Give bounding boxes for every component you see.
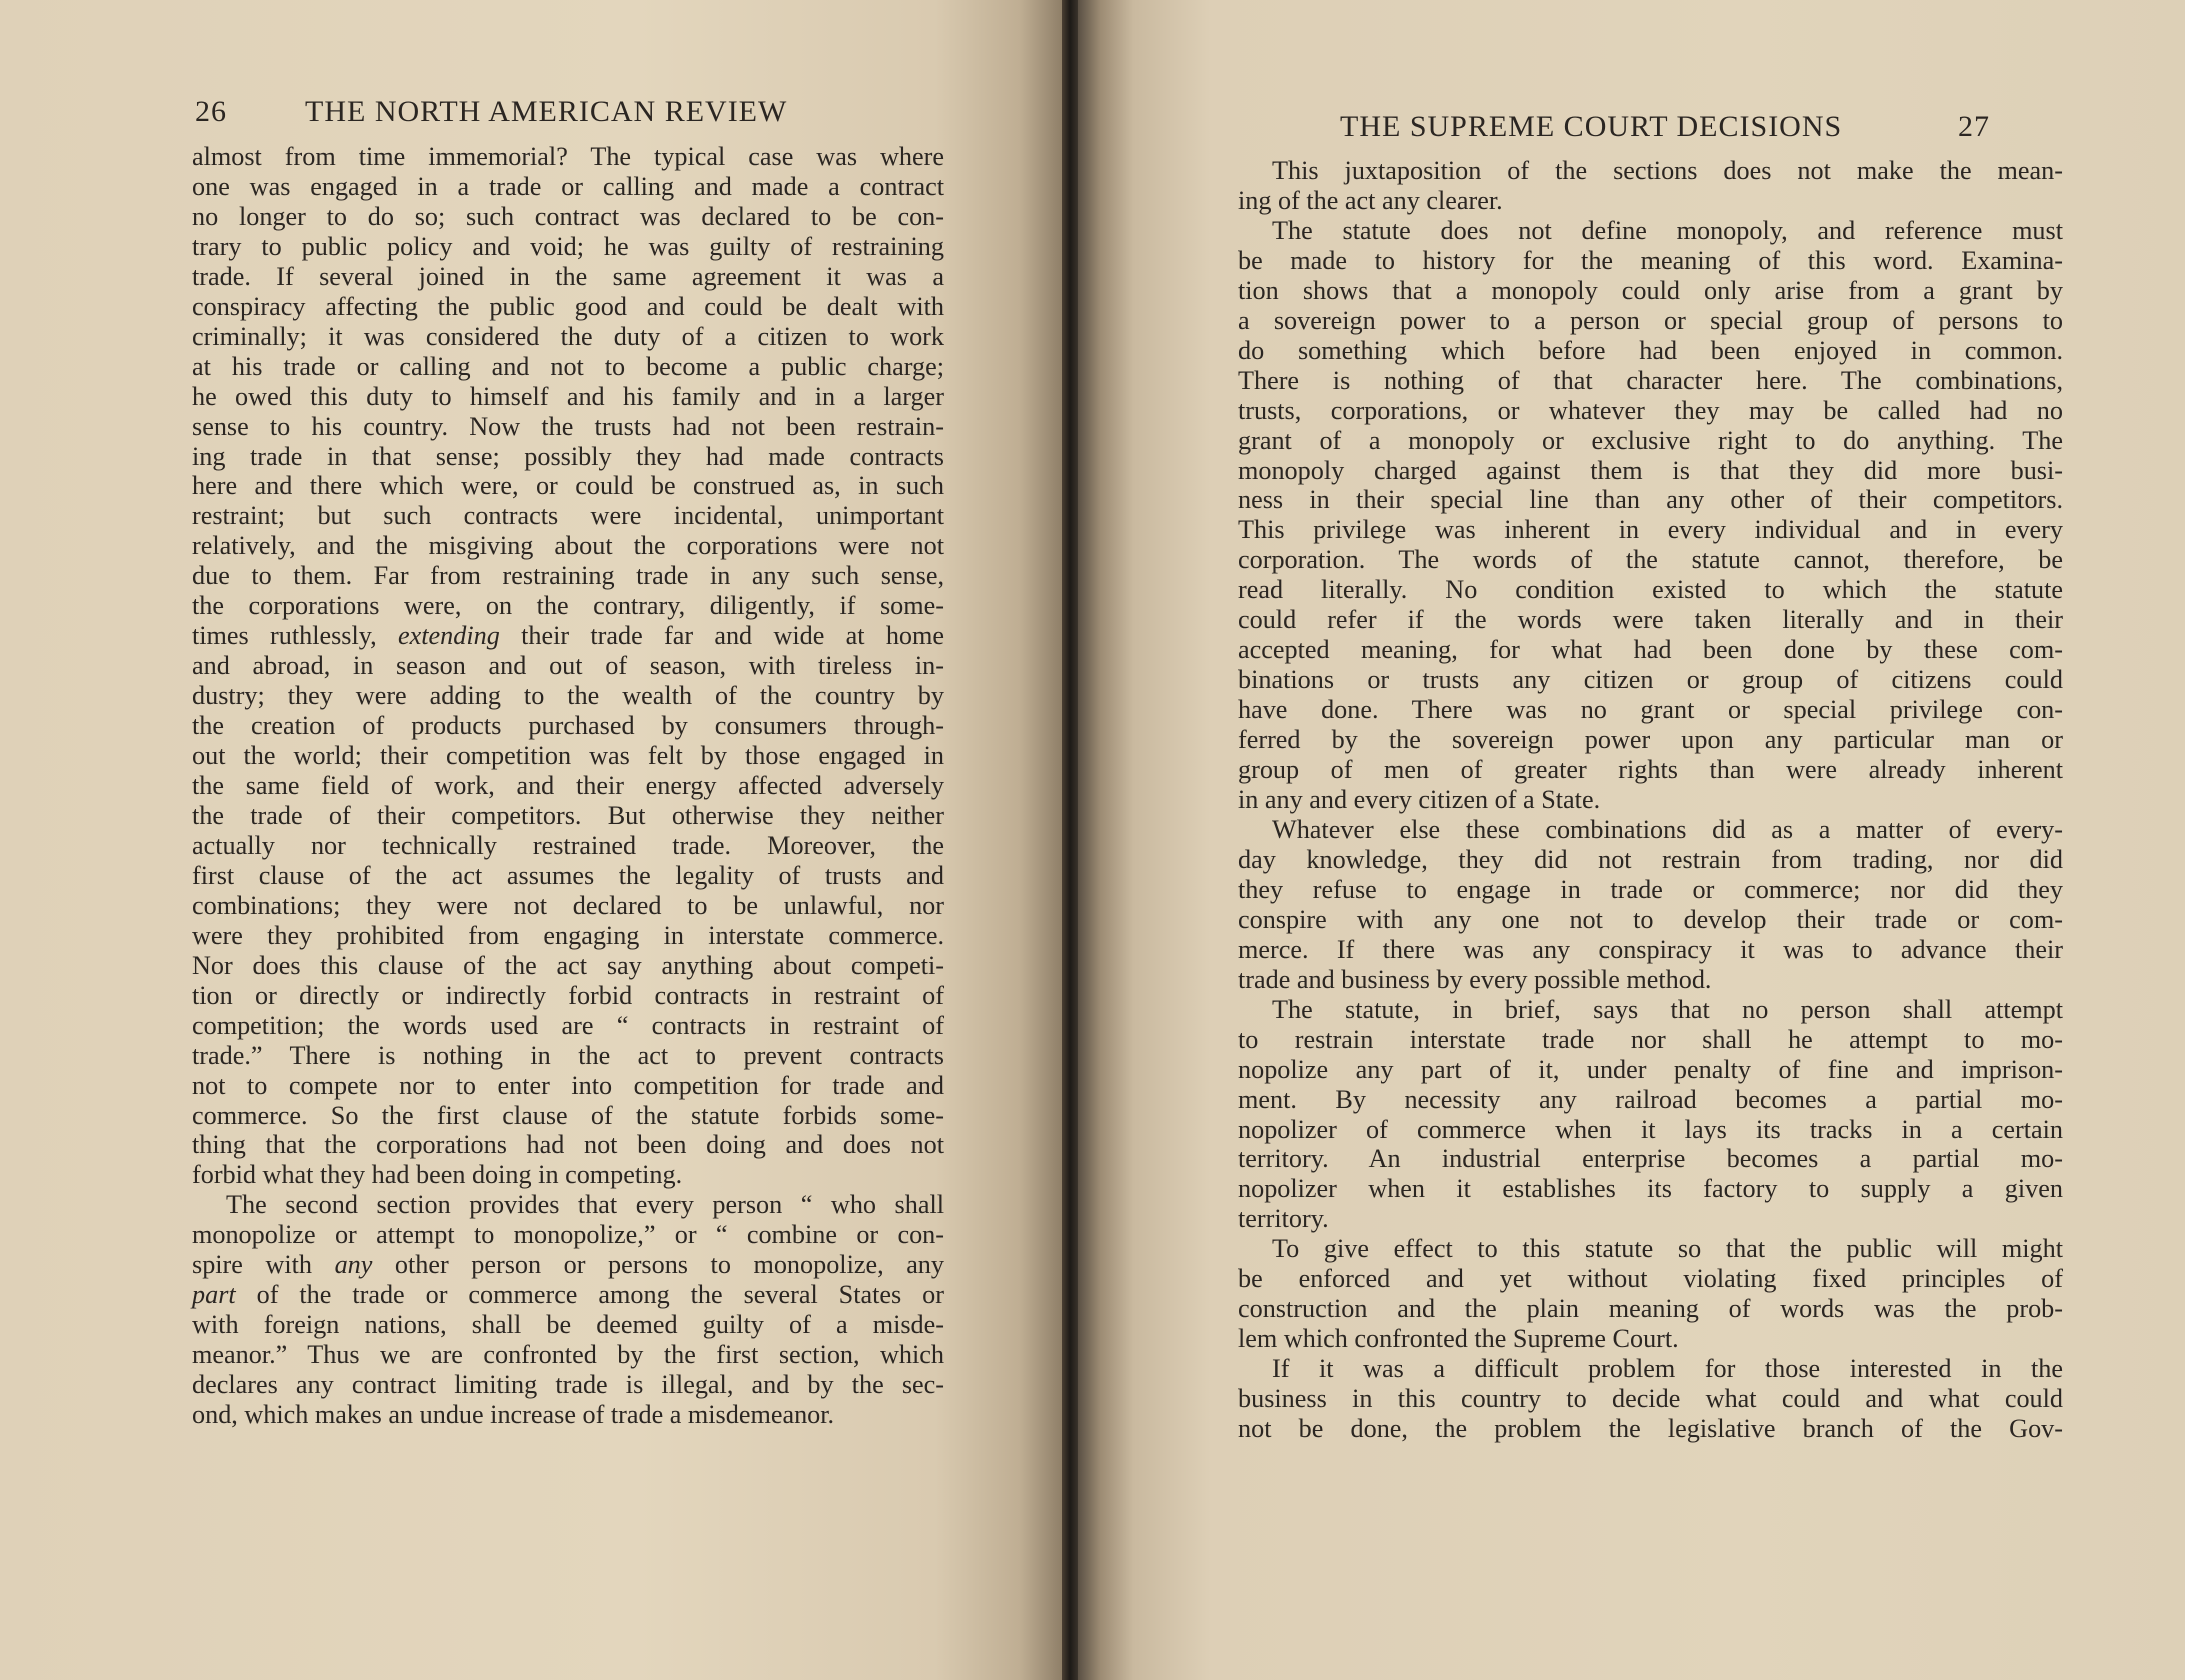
text-line: day knowledge, they did not restrain from trading, nor did <box>1238 844 2063 874</box>
text-line: ment. By necessity any railroad becomes a partial mo- <box>1238 1084 2063 1114</box>
text-line: trade. If several joined in the same agreement it was a <box>192 261 944 291</box>
text-line: times ruthlessly, extending their trade far and wide at home <box>192 621 944 651</box>
text-line: no longer to do so; such contract was declared to be con- <box>192 201 944 231</box>
right-body-text <box>1238 156 2063 1444</box>
text-line: here and there which were, or could be construed as, in such <box>192 471 944 501</box>
text-line: ond, which makes an undue increase of trade a misdemeanor. <box>192 1400 835 1430</box>
text-line: actually nor technically restrained trade. Moreover, the <box>192 830 944 860</box>
text-line: not to compete nor to enter into competition for trade and <box>192 1070 944 1100</box>
left-page <box>0 0 1062 1680</box>
right-running-head: THE SUPREME COURT DECISIONS <box>1340 110 1843 143</box>
text-line: merce. If there was any conspiracy it was to advance their <box>1238 934 2063 964</box>
text-line: with foreign nations, shall be deemed guilty of a misde- <box>192 1310 944 1340</box>
text-line: nopolizer when it establishes its factory to supply a given <box>1238 1174 2063 1204</box>
text-line: group of men of greater rights than were already inherent <box>1238 755 2063 785</box>
text-line: almost from time immemorial? The typical case was where <box>192 142 944 171</box>
right-page-number: 27 <box>1958 110 1990 143</box>
text-line: business in this country to decide what could and what could <box>1238 1384 2063 1414</box>
text-line: read literally. No condition existed to which the statute <box>1238 575 2063 605</box>
text-line: construction and the plain meaning of words was the prob- <box>1238 1294 2063 1324</box>
text-line: he owed this duty to himself and his family and in a larger <box>192 381 944 411</box>
text-line: trusts, corporations, or whatever they may be called had no <box>1238 395 2063 425</box>
text-line: declares any contract limiting trade is illegal, and by the sec- <box>192 1370 944 1400</box>
text-line: sense to his country. Now the trusts had not been restrain- <box>192 411 944 441</box>
text-line: nopolizer of commerce when it lays its tracks in a certain <box>1238 1114 2063 1144</box>
left-body-text <box>192 142 944 1430</box>
text-line: conspiracy affecting the public good and could be dealt with <box>192 291 944 321</box>
text-line: Nor does this clause of the act say anything about competi- <box>192 950 944 980</box>
text-line: ing of the act any clearer. <box>1238 185 1503 215</box>
text-line: the trade of their competitors. But otherwise they neither <box>192 800 944 830</box>
text-line: binations or trusts any citizen or group of citizens could <box>1238 665 2063 695</box>
text-line: trade.” There is nothing in the act to prevent contracts <box>192 1040 944 1070</box>
text-line: a sovereign power to a person or special group of persons to <box>1238 305 2063 335</box>
text-line: To give effect to this statute so that the public will might <box>1272 1234 2063 1264</box>
text-line: combinations; they were not declared to be unlawful, nor <box>192 890 944 920</box>
text-line: conspire with any one not to develop their trade or com- <box>1238 904 2063 934</box>
text-line: criminally; it was considered the duty of a citizen to work <box>192 321 944 351</box>
text-line: trade and business by every possible method. <box>1238 964 1712 994</box>
left-running-head: THE NORTH AMERICAN REVIEW <box>305 95 788 128</box>
text-line: relatively, and the misgiving about the corporations were not <box>192 531 944 561</box>
text-line: tion shows that a monopoly could only arise from a grant by <box>1238 275 2063 305</box>
text-line: not be done, the problem the legislative branch of the Gov- <box>1238 1414 2063 1444</box>
text-line: to restrain interstate trade nor shall he attempt to mo- <box>1238 1024 2063 1054</box>
text-line: be enforced and yet without violating fixed principles of <box>1238 1264 2063 1294</box>
text-line: The statute does not define monopoly, and reference must <box>1272 215 2063 245</box>
text-line: ferred by the sovereign power upon any particular man or <box>1238 725 2063 755</box>
text-line: the creation of products purchased by consumers through- <box>192 711 944 741</box>
text-line: If it was a difficult problem for those interested in the <box>1272 1354 2063 1384</box>
text-line: one was engaged in a trade or calling and made a contract <box>192 171 944 201</box>
text-line: monopoly charged against them is that they did more busi- <box>1238 455 2063 485</box>
text-line: do something which before had been enjoyed in common. <box>1238 335 2063 365</box>
text-line: out the world; their competition was felt by those engaged in <box>192 741 944 771</box>
text-line: were they prohibited from engaging in interstate commerce. <box>192 920 944 950</box>
text-line: The statute, in brief, says that no person shall attempt <box>1272 994 2063 1024</box>
text-line: This privilege was inherent in every individual and in every <box>1238 515 2063 545</box>
text-line: the same field of work, and their energy affected adversely <box>192 771 944 801</box>
text-line: trary to public policy and void; he was guilty of restraining <box>192 231 944 261</box>
text-line: accepted meaning, for what had been done by these com- <box>1238 635 2063 665</box>
text-line: corporation. The words of the statute cannot, therefore, be <box>1238 545 2063 575</box>
text-line: ness in their special line than any other of their competitors. <box>1238 485 2063 515</box>
text-line: have done. There was no grant or special privilege con- <box>1238 695 2063 725</box>
text-line: This juxtaposition of the sections does not make the mean- <box>1272 156 2063 185</box>
text-line: grant of a monopoly or exclusive right to do anything. The <box>1238 425 2063 455</box>
text-line: There is nothing of that character here. The combinations, <box>1238 365 2063 395</box>
text-line: tion or directly or indirectly forbid contracts in restraint of <box>192 980 944 1010</box>
text-line: forbid what they had been doing in competing. <box>192 1160 683 1190</box>
text-line: could refer if the words were taken literally and in their <box>1238 605 2063 635</box>
text-line: the corporations were, on the contrary, diligently, if some- <box>192 591 944 621</box>
text-line: part of the trade or commerce among the several States or <box>192 1280 944 1310</box>
text-line: meanor.” Thus we are confronted by the first section, which <box>192 1340 944 1370</box>
text-line: commerce. So the first clause of the statute forbids some- <box>192 1100 944 1130</box>
book-gutter <box>1062 0 1078 1680</box>
right-page <box>1078 0 2185 1680</box>
text-line: restraint; but such contracts were incidental, unimportant <box>192 501 944 531</box>
text-line: they refuse to engage in trade or commerce; nor did they <box>1238 874 2063 904</box>
text-line: competition; the words used are “ contracts in restraint of <box>192 1010 944 1040</box>
text-line: dustry; they were adding to the wealth of the country by <box>192 681 944 711</box>
text-line: at his trade or calling and not to become a public charge; <box>192 351 944 381</box>
text-line: territory. <box>1238 1204 1329 1234</box>
text-line: The second section provides that every person “ who shall <box>226 1190 944 1220</box>
text-line: due to them. Far from restraining trade in any such sense, <box>192 561 944 591</box>
text-line: territory. An industrial enterprise becomes a partial mo- <box>1238 1144 2063 1174</box>
left-page-number: 26 <box>195 95 227 128</box>
text-line: lem which confronted the Supreme Court. <box>1238 1324 1679 1354</box>
text-line: be made to history for the meaning of this word. Examina- <box>1238 245 2063 275</box>
text-line: spire with any other person or persons to monopolize, any <box>192 1250 944 1280</box>
text-line: and abroad, in season and out of season, with tireless in- <box>192 651 944 681</box>
text-line: first clause of the act assumes the legality of trusts and <box>192 860 944 890</box>
text-line: in any and every citizen of a State. <box>1238 785 1601 815</box>
text-line: Whatever else these combinations did as a matter of every- <box>1272 814 2063 844</box>
text-line: monopolize or attempt to monopolize,” or “ combine or con- <box>192 1220 944 1250</box>
text-line: ing trade in that sense; possibly they had made contracts <box>192 441 944 471</box>
text-line: nopolize any part of it, under penalty of fine and imprison- <box>1238 1054 2063 1084</box>
text-line: thing that the corporations had not been doing and does not <box>192 1130 944 1160</box>
